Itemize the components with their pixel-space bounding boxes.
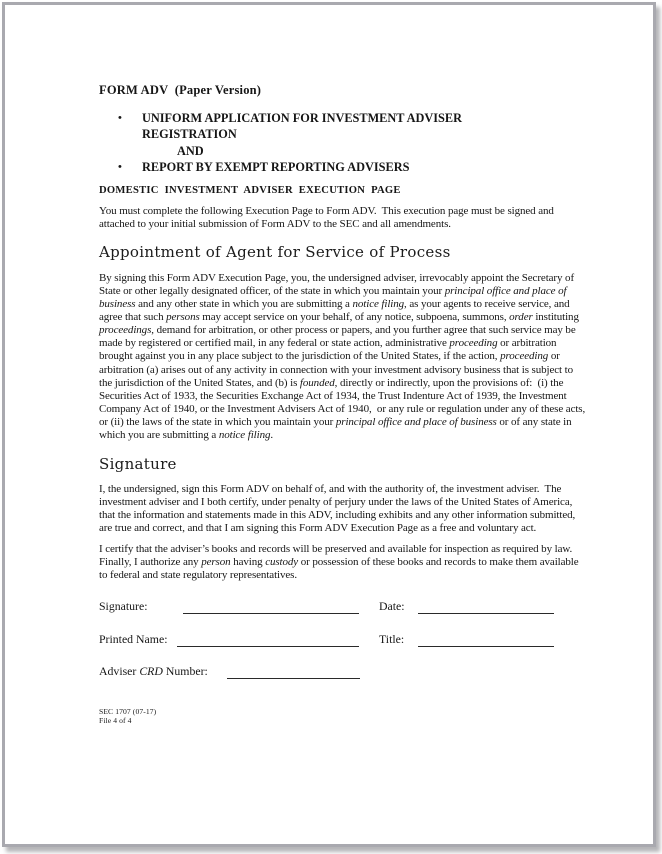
signature-field-label: Signature: <box>99 598 148 613</box>
bullet-and-label: AND <box>177 143 204 158</box>
appointment-body-paragraph: By signing this Form ADV Execution Page, you, the undersigned adviser, irrevocably appoint the Secretary of State or other legally designated officer, of the state in which you maintain your principal office and place of business and any other state in which you are submitting a notice filing, as your agents to receive service, and agree that such persons may accept service on your behalf, of any notice, subpoena, summons, order instituting proceedings, demand for arbitration, or other process or papers, and you further agree that such service may be made by registered or certified mail, in any federal or state action, administrative proceeding or arbitration brought against you in any place subject to the jurisdiction of the United States, if the action, proceeding or arbitration (a) arises out of any activity in connection with your investment advisory business that is subject to the jurisdiction of the United States, and (b) is founded, directly or indirectly, upon the provisions of: (i) the Securities Act of 1933, the Securities Exchange Act of 1934, the Trust Indenture Act of 1939, the Investment Company Act of 1940, or the Investment Advisers Act of 1940, or any rule or regulation under any of these acts, or (ii) the laws of the state in which you maintain your principal office and place of business or of any state in which you are submitting a notice filing. <box>99 271 588 442</box>
domestic-execution-heading: DOMESTIC INVESTMENT ADVISER EXECUTION PAGE <box>99 185 401 197</box>
signature-heading: Signature <box>99 454 177 473</box>
bullet-icon: • <box>118 112 122 124</box>
title-field-label: Title: <box>379 631 405 646</box>
page-footer <box>99 707 587 725</box>
title-blank-line <box>418 632 554 647</box>
printed-name-title-row <box>99 631 587 647</box>
footer-form-number: SEC 1707 (07-17) <box>99 706 157 716</box>
intro-paragraph: You must complete the following Execution Page to Form ADV. This execution page must be signed and attached to your initial submission of Form ADV to the SEC and all amendments. <box>99 205 557 231</box>
bullet-item-label: UNIFORM APPLICATION FOR INVESTMENT ADVISER <box>142 111 462 125</box>
crd-blank-line <box>227 664 360 679</box>
bullet-item-registration <box>99 110 587 126</box>
bullet-icon: • <box>118 160 122 173</box>
date-field-label: Date: <box>379 598 405 613</box>
printed-name-field-label: Printed Name: <box>99 631 168 646</box>
page-content <box>99 83 587 725</box>
crd-number-row <box>99 663 587 679</box>
bullet-item-exempt-report <box>99 159 587 175</box>
signature-blank-line <box>183 599 359 614</box>
signature-date-row <box>99 598 587 614</box>
title-bullet-list <box>99 110 587 175</box>
bullet-item-label: REPORT BY EXEMPT REPORTING ADVISERS <box>142 159 410 174</box>
page-title: FORM ADV (Paper Version) <box>99 83 262 97</box>
appointment-heading: Appointment of Agent for Service of Process <box>99 242 451 261</box>
date-blank-line <box>418 599 554 614</box>
document-page <box>2 2 656 847</box>
footer-file-number: File 4 of 4 <box>99 715 132 725</box>
printed-name-blank-line <box>177 632 359 647</box>
bullet-item-label-cont: REGISTRATION <box>142 127 237 142</box>
books-records-paragraph: I certify that the adviser’s books and records will be preserved and available for inspection as required by law. Finally, I authorize any person having custody or possession of these books and records to make them available to federal and state regulatory representatives. <box>99 543 582 582</box>
crd-field-label: Adviser CRD Number: <box>99 663 208 678</box>
signature-certification-paragraph: I, the undersigned, sign this Form ADV on behalf of, and with the authority of, the investment adviser. The investment adviser and I both certify, under penalty of perjury under the laws of the United States of America, that the information and statements made in this ADV, including exhibits and any other information submitted, are true and correct, and that I am signing this Form ADV Execution Page as a free and voluntary act. <box>99 482 578 534</box>
